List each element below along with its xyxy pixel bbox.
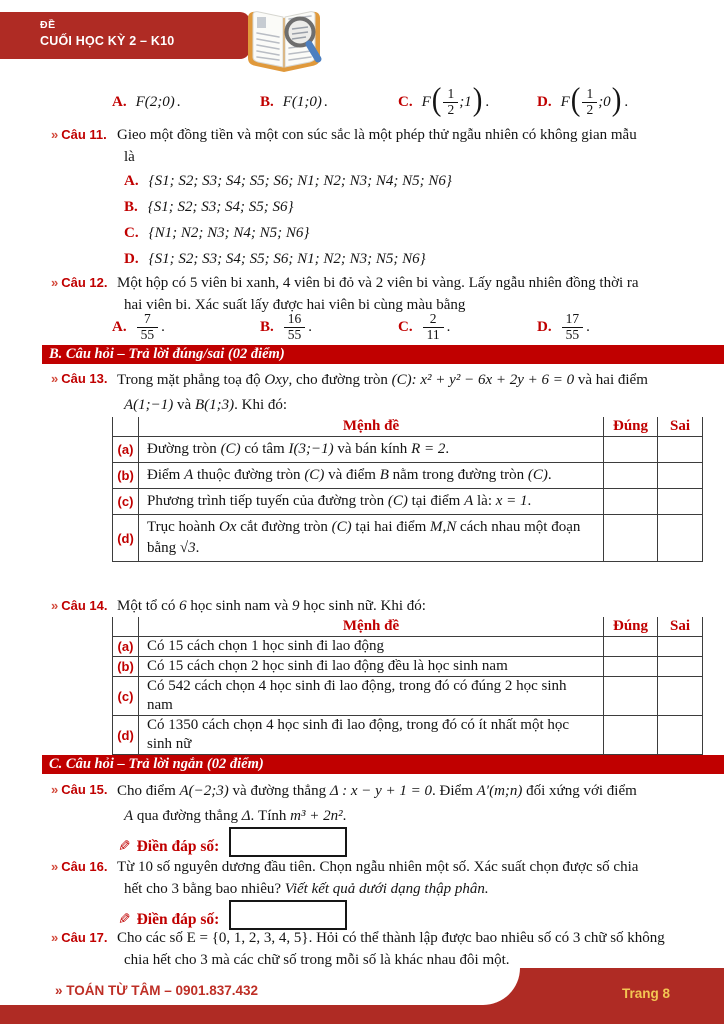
row-key: (a) (113, 637, 139, 657)
question-13 (0, 368, 724, 418)
chevron-marker: » (51, 275, 59, 290)
dung-cell[interactable] (604, 463, 658, 489)
chevron-marker: » (51, 598, 59, 613)
q16-answer-box[interactable] (229, 900, 347, 930)
question-text-line: Một hộp có 5 viên bi xanh, 4 viên bi đỏ và 2 viên bi vàng. Lấy ngẫu nhiên đồng thời ra (117, 275, 639, 291)
answer-option-c[interactable]: C. $\frac{2}{11}$ . (398, 310, 451, 342)
dung-cell[interactable] (604, 489, 658, 515)
answer-option-d[interactable]: D. F ( $\frac{1}{2}$ ;0 ) . (537, 81, 629, 118)
table-row (113, 463, 703, 489)
question-number: » Câu 15. (51, 782, 108, 797)
dung-cell[interactable] (604, 716, 658, 755)
fraction: $\frac{2}{11}$ (423, 312, 444, 343)
q16-answer-row (0, 896, 347, 930)
dung-cell[interactable] (604, 657, 658, 677)
statement-cell: Có 15 cách chọn 1 học sinh đi lao động (139, 637, 604, 657)
sai-cell[interactable] (658, 515, 703, 562)
header-banner (0, 12, 250, 59)
answer-option-a[interactable]: A. F(2;0) . (112, 93, 181, 110)
option-letter: D. (537, 93, 552, 110)
banner-subtitle: CUỐI HỌC KỲ 2 – K10 (40, 34, 175, 48)
answer-option-b[interactable]: B. $\frac{16}{55}$ . (260, 310, 313, 342)
statement-cell: Có 15 cách chọn 2 học sinh đi lao động đều là học sinh nam (139, 657, 604, 677)
sai-header: Sai (658, 417, 703, 437)
answer-option-c[interactable]: C. F ( $\frac{1}{2}$ ;1 ) . (398, 81, 490, 118)
banner-title: ĐỀ (40, 19, 56, 31)
sai-cell[interactable] (658, 637, 703, 657)
left-paren: ( (570, 81, 581, 118)
section-header-c: C. Câu hỏi – Trả lời ngắn (02 điểm) (42, 755, 724, 774)
answer-option-d[interactable]: D. {S1; S2; S3; S4; S5; S6; N1; N2; N3; N5; N6} (124, 251, 426, 267)
question-text-line: A qua đường thẳng Δ. Tính m³ + 2n². (124, 808, 347, 824)
fraction: $\frac{1}{2}$ (582, 87, 597, 118)
chevron-marker: » (51, 859, 59, 874)
dung-cell[interactable] (604, 437, 658, 463)
answer-option-b[interactable]: B. {S1; S2; S3; S4; S5; S6} (124, 199, 294, 215)
row-key: (b) (113, 657, 139, 677)
dung-header: Đúng (604, 417, 658, 437)
sai-cell[interactable] (658, 677, 703, 716)
sai-cell[interactable] (658, 716, 703, 755)
answer-option-d[interactable]: D. $\frac{17}{55}$ . (537, 310, 590, 342)
corner-cell (113, 417, 139, 437)
right-paren: ) (611, 81, 622, 118)
pencil-icon: ✎ (118, 912, 131, 928)
statement-cell: Có 1350 cách chọn 4 học sinh đi lao động, trong đó có ít nhất một học sinh nữ (139, 716, 604, 755)
sai-cell[interactable] (658, 657, 703, 677)
chevron-marker: » (51, 371, 59, 386)
dung-cell[interactable] (604, 515, 658, 562)
question-text-line: là (124, 149, 135, 165)
question-14 (0, 595, 724, 617)
question-number: » Câu 16. (51, 859, 108, 874)
option-math: F(1;0) (282, 93, 322, 110)
question-number: » Câu 13. (51, 371, 108, 386)
row-key: (c) (113, 489, 139, 515)
page-number: Trang 8 (621, 986, 670, 1001)
question-text-line: Một tổ có 6 học sinh nam và 9 học sinh nữ. Khi đó: (117, 598, 426, 614)
statement-cell: Đường tròn (C) có tâm I(3;−1) và bán kính R = 2. (139, 437, 604, 463)
question-17 (0, 927, 724, 971)
question-text-line: A(1;−1) và B(1;3). Khi đó: (124, 397, 288, 413)
question-text-line: Cho điểm A(−2;3) và đường thẳng Δ : x − y + 1 = 0. Điểm A′(m;n) đối xứng với điểm (117, 783, 637, 799)
table-row (113, 489, 703, 515)
option-letter: A. (112, 93, 127, 110)
table-row (113, 515, 703, 562)
chevron-marker: » (51, 930, 59, 945)
sai-cell[interactable] (658, 463, 703, 489)
chevron-marker: » (51, 782, 59, 797)
table-row (113, 657, 703, 677)
answer-prompt: Điền đáp số: (136, 911, 220, 928)
answer-option-a[interactable]: A. {S1; S2; S3; S4; S5; S6; N1; N2; N3; N4; N5; N6} (124, 173, 452, 189)
statement-cell: Trục hoành Ox cắt đường tròn (C) tại hai điểm M,N cách nhau một đoạn bằng √3. (139, 515, 604, 562)
table-row (113, 637, 703, 657)
right-paren: ) (472, 81, 483, 118)
row-key: (d) (113, 515, 139, 562)
question-text-line: Trong mặt phẳng toạ độ Oxy, cho đường tròn (C): x² + y² − 6x + 2y + 6 = 0 và hai điểm (117, 372, 648, 388)
sai-cell[interactable] (658, 437, 703, 463)
statement-cell: Điểm A thuộc đường tròn (C) và điểm B nằm trong đường tròn (C). (139, 463, 604, 489)
dung-cell[interactable] (604, 677, 658, 716)
answer-option-b[interactable]: B. F(1;0) . (260, 93, 328, 110)
table-row (113, 677, 703, 716)
question-15 (0, 779, 724, 829)
option-letter: B. (260, 93, 274, 110)
question-text-line: hết cho 3 bằng bao nhiêu? Viết kết quả dưới dạng thập phân. (124, 881, 489, 897)
answer-prompt: Điền đáp số: (136, 838, 220, 855)
table-row (113, 437, 703, 463)
question-number: » Câu 11. (51, 127, 107, 142)
q14-true-false-table (112, 617, 703, 755)
pencil-icon: ✎ (118, 839, 131, 855)
section-header-b: B. Câu hỏi – Trả lời đúng/sai (02 điểm) (42, 345, 724, 364)
sai-cell[interactable] (658, 489, 703, 515)
statement-header: Mệnh đề (139, 617, 604, 637)
row-key: (d) (113, 716, 139, 755)
corner-cell (113, 617, 139, 637)
answer-option-c[interactable]: C. {N1; N2; N3; N4; N5; N6} (124, 225, 310, 241)
statement-cell: Có 542 cách chọn 4 học sinh đi lao động, trong đó có đúng 2 học sinh nam (139, 677, 604, 716)
table-row (113, 716, 703, 755)
dung-cell[interactable] (604, 637, 658, 657)
statement-cell: Phương trình tiếp tuyến của đường tròn (C) tại điểm A là: x = 1. (139, 489, 604, 515)
answer-option-a[interactable]: A. $\frac{7}{55}$ . (112, 310, 165, 342)
question-11 (0, 124, 724, 272)
q13-true-false-table (112, 417, 703, 562)
question-10-options-row (0, 80, 724, 124)
row-key: (a) (113, 437, 139, 463)
question-16 (0, 856, 724, 900)
fraction: $\frac{17}{55}$ (562, 312, 584, 343)
question-text-line: hai viên bi. Xác suất lấy được hai viên bi cùng màu bằng (124, 297, 466, 313)
dung-header: Đúng (604, 617, 658, 637)
fraction: $\frac{1}{2}$ (443, 87, 458, 118)
q15-answer-box[interactable] (229, 827, 347, 857)
option-letter: C. (398, 93, 413, 110)
question-number: » Câu 17. (51, 930, 108, 945)
row-key: (b) (113, 463, 139, 489)
question-12-options-row (0, 309, 724, 345)
footer-brand: » TOÁN TỪ TÂM – 0901.837.432 (55, 983, 259, 998)
book-magnifier-icon (240, 3, 328, 79)
left-paren: ( (431, 81, 442, 118)
question-text-line: chia hết cho 3 mà các chữ số trong mỗi số là khác nhau đôi một. (124, 952, 510, 968)
question-number: » Câu 12. (51, 275, 108, 290)
question-number: » Câu 14. (51, 598, 108, 613)
question-text-line: Từ 10 số nguyên dương đầu tiên. Chọn ngẫu nhiên một số. Xác suất chọn được số chia (117, 859, 639, 875)
statement-header: Mệnh đề (139, 417, 604, 437)
option-math: F(2;0) (135, 93, 175, 110)
q15-answer-row (0, 823, 347, 857)
fraction: $\frac{7}{55}$ (137, 312, 159, 343)
row-key: (c) (113, 677, 139, 716)
chevron-marker: » (51, 127, 59, 142)
sai-header: Sai (658, 617, 703, 637)
fraction: $\frac{16}{55}$ (284, 312, 306, 343)
question-text-line: Gieo một đồng tiền và một con súc sắc là một phép thử ngẫu nhiên có không gian mẫu (117, 127, 637, 143)
question-text-line: Cho các số E = {0, 1, 2, 3, 4, 5}. Hỏi có thể thành lập được bao nhiêu số có 3 chữ số không (117, 930, 665, 946)
